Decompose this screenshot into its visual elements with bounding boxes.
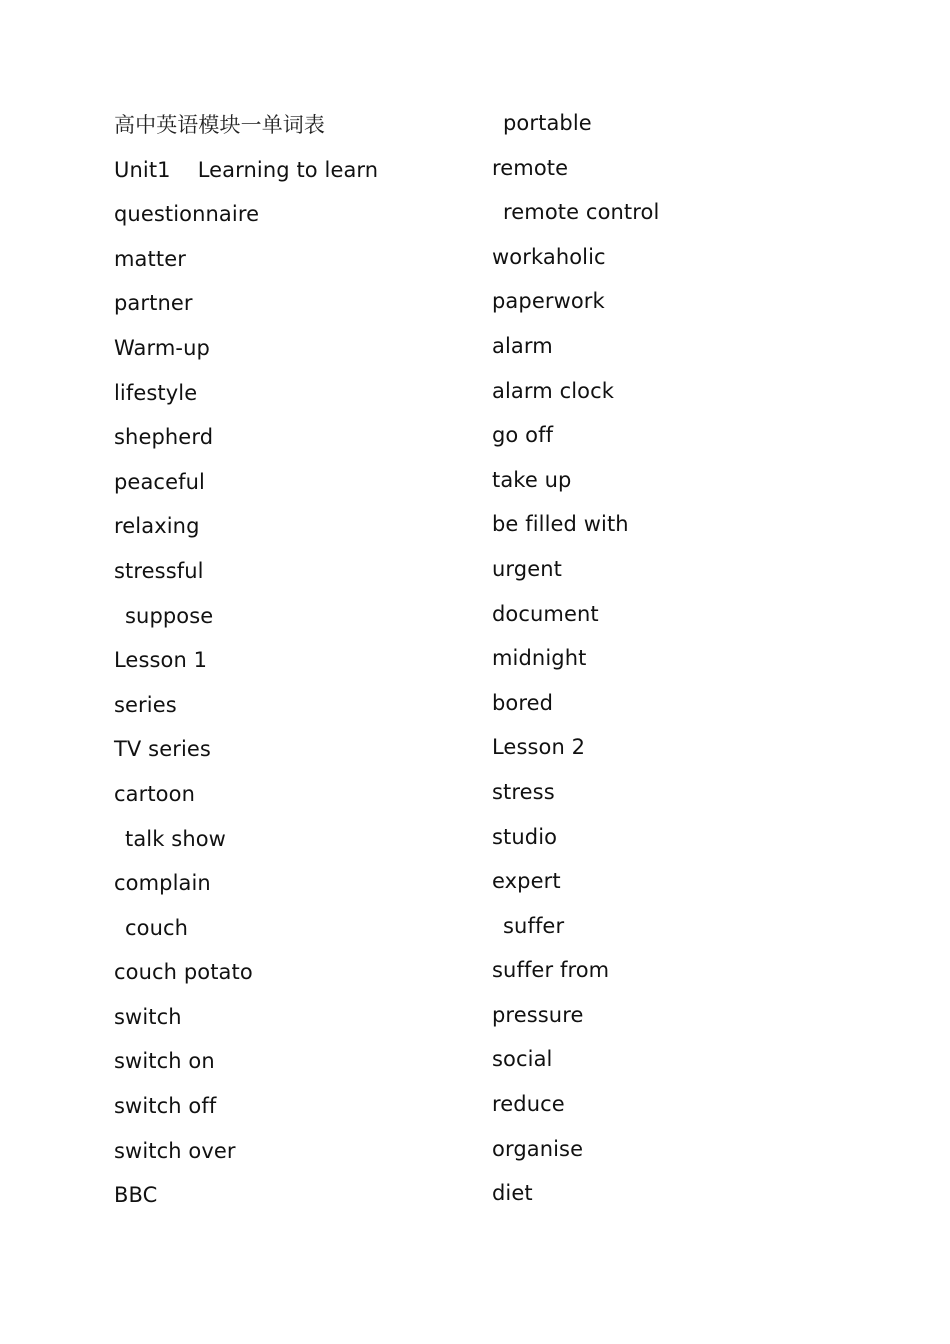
vocabulary-entry: expert xyxy=(492,869,561,894)
vocabulary-entry: midnight xyxy=(492,646,587,671)
vocabulary-entry: social xyxy=(492,1047,553,1072)
vocabulary-entry: talk show xyxy=(125,826,226,851)
vocabulary-entry: complain xyxy=(114,871,211,896)
vocabulary-entry: relaxing xyxy=(114,514,200,539)
vocabulary-entry: Lesson 1 xyxy=(114,648,208,673)
vocabulary-entry: suffer from xyxy=(492,958,610,983)
vocabulary-entry: bored xyxy=(492,690,554,715)
vocabulary-entry: suppose xyxy=(125,603,214,628)
vocabulary-entry: stress xyxy=(492,779,555,804)
vocabulary-entry: organise xyxy=(492,1136,584,1161)
vocabulary-entry: workaholic xyxy=(492,244,606,269)
vocabulary-entry: take up xyxy=(492,467,572,492)
vocabulary-entry: peaceful xyxy=(114,469,205,494)
vocabulary-entry: series xyxy=(114,692,177,717)
vocabulary-entry: stressful xyxy=(114,558,204,583)
vocabulary-entry: Lesson 2 xyxy=(492,735,586,760)
vocabulary-entry: remote control xyxy=(503,200,660,225)
vocabulary-entry: reduce xyxy=(492,1092,565,1117)
vocabulary-entry: go off xyxy=(492,423,554,448)
vocabulary-column-left xyxy=(114,108,378,1223)
vocabulary-entry: switch over xyxy=(114,1138,236,1163)
vocabulary-entry: alarm clock xyxy=(492,378,615,403)
vocabulary-entry: studio xyxy=(492,824,558,849)
vocabulary-entry: paperwork xyxy=(492,289,605,314)
vocabulary-column-right xyxy=(492,106,659,1221)
vocabulary-entry: document xyxy=(492,601,599,626)
vocabulary-entry: portable xyxy=(503,111,592,135)
vocabulary-entry: switch on xyxy=(114,1049,215,1074)
vocabulary-entry: remote xyxy=(492,155,569,180)
vocabulary-entry: Unit1 Learning to learn xyxy=(114,157,379,182)
vocabulary-entry: shepherd xyxy=(114,425,214,450)
vocabulary-entry: switch off xyxy=(114,1094,217,1119)
page-title: 高中英语模块一单词表 xyxy=(114,113,325,137)
vocabulary-entry: matter xyxy=(114,246,186,271)
vocabulary-entry: pressure xyxy=(492,1002,584,1027)
vocabulary-entry: switch xyxy=(114,1004,182,1029)
vocabulary-entry: alarm xyxy=(492,333,553,358)
vocabulary-entry: Warm-up xyxy=(114,335,210,360)
vocabulary-entry: partner xyxy=(114,291,193,316)
vocabulary-entry: BBC xyxy=(114,1183,158,1208)
vocabulary-entry: lifestyle xyxy=(114,380,198,405)
vocabulary-entry: be filled with xyxy=(492,512,629,537)
vocabulary-entry: urgent xyxy=(492,556,562,581)
vocabulary-entry: suffer xyxy=(503,913,565,938)
vocabulary-entry: couch xyxy=(125,915,189,940)
vocabulary-entry: questionnaire xyxy=(114,202,260,227)
vocabulary-entry: diet xyxy=(492,1181,533,1206)
vocabulary-entry: couch potato xyxy=(114,960,253,985)
vocabulary-entry: TV series xyxy=(114,737,211,762)
vocabulary-entry: cartoon xyxy=(114,781,195,806)
